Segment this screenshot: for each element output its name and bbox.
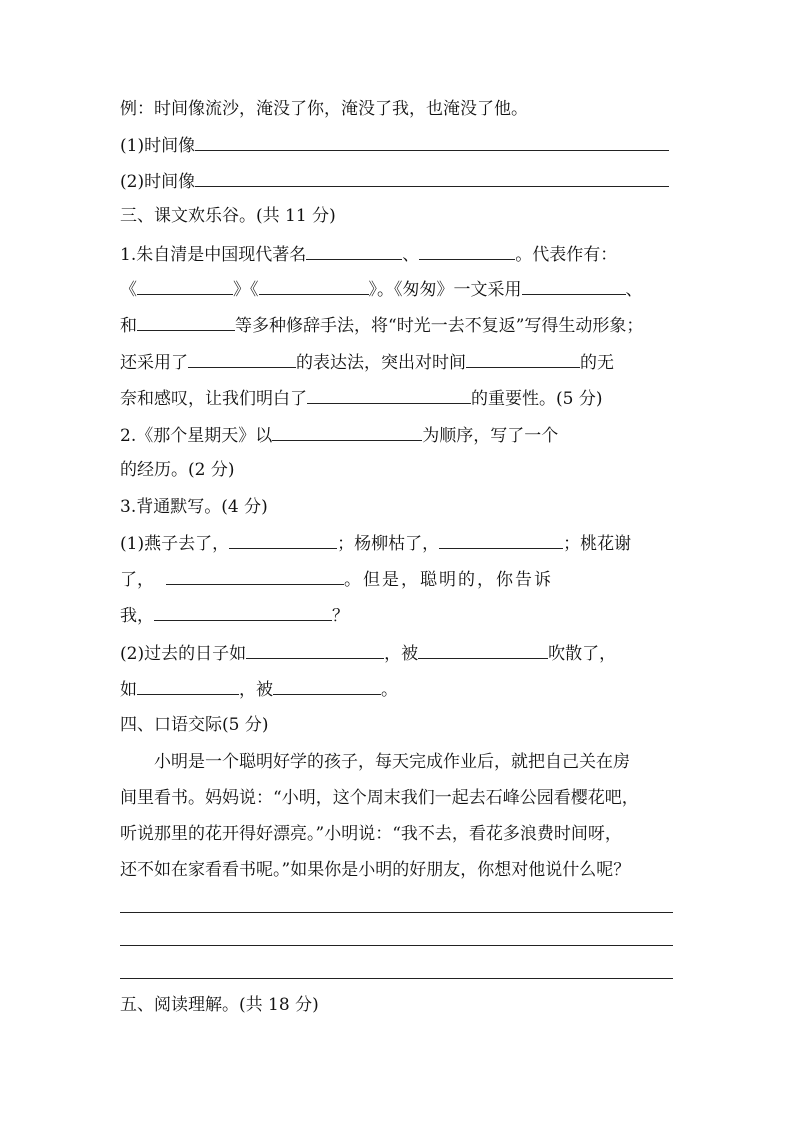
q1-text: 奈和感叹，让我们明白了 xyxy=(120,389,307,409)
section-title: 三、课文欢乐谷。(共 11 分) xyxy=(120,206,336,226)
paragraph-text: 听说那里的花开得好漂亮。”小明说：“我不去，看花多浪费时间呀， xyxy=(120,824,622,844)
section-4-para-line-3 xyxy=(120,817,622,851)
answer-blank[interactable] xyxy=(137,672,239,695)
example-item-1 xyxy=(120,128,669,162)
q1-text: 、 xyxy=(625,280,643,300)
answer-blank[interactable] xyxy=(272,418,422,441)
q1-line-3 xyxy=(120,308,643,342)
q3-text: ；桃花谢 xyxy=(563,534,632,554)
paragraph-text: 间里看书。妈妈说：“小明，这个周末我们一起去石峰公园看樱花吧， xyxy=(120,788,639,808)
answer-blank[interactable] xyxy=(137,308,235,331)
answer-blank[interactable] xyxy=(195,164,669,187)
q1-line-5 xyxy=(120,381,602,415)
section-3-title xyxy=(120,199,336,233)
q3-text: 吹散了， xyxy=(548,644,617,664)
q1-line-2 xyxy=(120,272,643,306)
answer-blank[interactable] xyxy=(246,636,384,659)
q1-line-1 xyxy=(120,237,617,271)
q2-text: 为顺序，写了一个 xyxy=(422,426,559,446)
q2-text: 2.《那个星期天》以 xyxy=(120,426,273,446)
section-4-title xyxy=(120,708,268,742)
answer-blank[interactable] xyxy=(307,381,471,404)
section-title: 五、阅读理解。(共 18 分) xyxy=(120,995,319,1015)
answer-blank[interactable] xyxy=(306,237,402,260)
q1-text: 。代表作有： xyxy=(515,245,618,265)
q2-text: 的经历。(2 分) xyxy=(120,460,235,480)
answer-blank[interactable] xyxy=(439,526,563,549)
q1-line-4 xyxy=(120,345,614,379)
question-title: 3.背通默写。(4 分) xyxy=(120,497,268,517)
q2-line-1 xyxy=(120,418,558,452)
answer-blank[interactable] xyxy=(418,636,548,659)
answer-blank[interactable] xyxy=(188,345,296,368)
answer-line[interactable] xyxy=(120,978,673,979)
section-title: 四、口语交际(5 分) xyxy=(120,715,269,735)
q3-text: 我， xyxy=(120,606,154,626)
answer-line[interactable] xyxy=(120,945,673,946)
q3-text: ；杨柳枯了， xyxy=(337,534,440,554)
q1-text: 《 xyxy=(120,280,137,300)
q1-text: 和 xyxy=(120,316,137,336)
answer-blank[interactable] xyxy=(466,345,580,368)
q1-text: 的重要性。(5 分) xyxy=(471,389,603,409)
q3-text: ？ xyxy=(332,606,349,626)
paragraph-text: 还不如在家看看书呢。”如果你是小明的好朋友，你想对他说什么呢？ xyxy=(120,860,631,880)
section-5-title xyxy=(120,988,319,1022)
answer-blank[interactable] xyxy=(419,237,515,260)
answer-blank[interactable] xyxy=(273,672,381,695)
item-label: (1)时间像 xyxy=(120,136,196,156)
q3-text: ，被 xyxy=(239,680,273,700)
example-item-2 xyxy=(120,164,669,198)
q3-text: (1)燕子去了， xyxy=(120,534,230,554)
q1-text: 的无 xyxy=(580,353,614,373)
answer-blank[interactable] xyxy=(166,562,344,585)
section-4-para-line-4 xyxy=(120,853,630,887)
q1-text: 》。《匆匆》一文采用 xyxy=(368,280,522,300)
answer-blank[interactable] xyxy=(229,526,337,549)
paragraph-text: 小明是一个聪明好学的孩子，每天完成作业后，就把自己关在房 xyxy=(154,752,630,772)
item-label: (2)时间像 xyxy=(120,172,196,192)
q1-text: 等多种修辞手法，将“时光一去不复返”写得生动形象； xyxy=(235,316,644,336)
q3-line-5 xyxy=(120,672,398,706)
q3-line-4 xyxy=(120,636,616,670)
q3-text: (2)过去的日子如 xyxy=(120,644,247,664)
answer-blank[interactable] xyxy=(137,272,233,295)
q1-text: 1.朱自清是中国现代著名 xyxy=(120,245,307,265)
answer-blank[interactable] xyxy=(195,128,669,151)
q3-text: 了， xyxy=(120,570,154,590)
q1-text: 还采用了 xyxy=(120,353,188,373)
q1-text: 》《 xyxy=(233,280,259,300)
q3-line-1 xyxy=(120,526,631,560)
q3-title xyxy=(120,490,268,524)
q1-text: 、 xyxy=(402,245,420,265)
section-4-para-line-2 xyxy=(120,781,639,815)
q3-text: ，被 xyxy=(384,644,419,664)
q3-text: 。但是，聪明的，你告诉 xyxy=(344,570,553,590)
q3-line-2 xyxy=(120,562,553,596)
answer-blank[interactable] xyxy=(154,598,332,621)
q3-line-3 xyxy=(120,598,349,632)
example-sentence xyxy=(120,92,528,126)
example-text: 例：时间像流沙，淹没了你，淹没了我，也淹没了他。 xyxy=(120,99,528,119)
q3-text: 。 xyxy=(381,680,398,700)
q2-line-2 xyxy=(120,453,234,487)
answer-blank[interactable] xyxy=(522,272,626,295)
q3-text: 如 xyxy=(120,680,137,700)
q1-text: 的表达法，突出对时间 xyxy=(296,353,466,373)
answer-line[interactable] xyxy=(120,912,673,913)
section-4-para-line-1 xyxy=(154,745,630,779)
answer-blank[interactable] xyxy=(259,272,369,295)
